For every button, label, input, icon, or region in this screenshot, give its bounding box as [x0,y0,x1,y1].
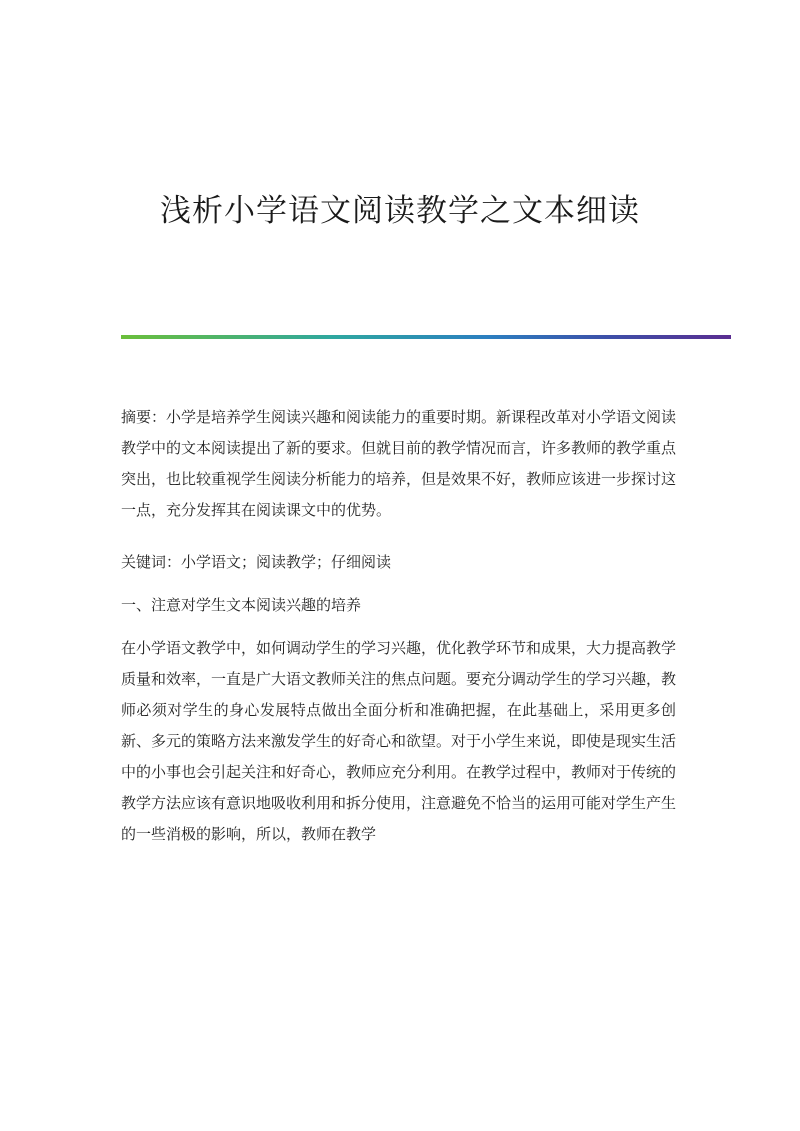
abstract-paragraph: 摘要：小学是培养学生阅读兴趣和阅读能力的重要时期。新课程改革对小学语文阅读教学中的文本阅读提出了新的要求。但就目前的教学情况而言，许多教师的教学重点突出，也比较重视学生阅读分析能力的培养，但是效果不好，教师应该进一步探讨这一点，充分发挥其在阅读课文中的优势。 [121,408,677,519]
document-title: 浅析小学语文阅读教学之文本细读 [160,193,640,229]
keywords-line: 关键词：小学语文；阅读教学；仔细阅读 [121,553,392,571]
title-divider [121,335,731,339]
section-heading: 一、注意对学生文本阅读兴趣的培养 [121,596,362,614]
section-body-paragraph: 在小学语文教学中，如何调动学生的学习兴趣，优化教学环节和成果，大力提高教学质量和效率，一直是广大语文教师关注的焦点问题。要充分调动学生的学习兴趣，教师必须对学生的身心发展特点做出全面分析和准确把握，在此基础上，采用更多创新、多元的策略方法来激发学生的好奇心和欲望。对于小学生来说，即使是现实生活中的小事也会引起关注和好奇心，教师应充分利用。在教学过程中，教师对于传统的教学方法应该有意识地吸收利用和拆分使用，注意避免不恰当的运用可能对学生产生的一些消极的影响，所以，教师在教学 [121,639,677,843]
document-body [121,402,676,871]
